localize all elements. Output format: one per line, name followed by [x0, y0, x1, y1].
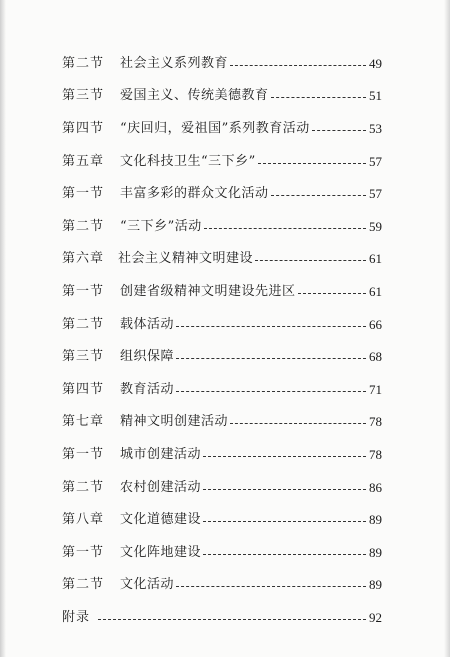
scan-shadow-right	[444, 0, 450, 657]
toc-leader-dashes	[176, 586, 366, 587]
toc-leader-dashes	[204, 228, 366, 229]
toc-entry-label: 第五章	[62, 153, 105, 169]
table-of-contents	[62, 47, 382, 634]
toc-entry-page: 51	[369, 88, 382, 104]
toc-entry-page: 59	[369, 218, 382, 234]
toc-entry-title: 社会主义系列教育	[120, 55, 229, 71]
toc-leader-dashes	[230, 65, 366, 66]
toc-entry-title: 载体活动	[120, 316, 175, 332]
toc-entry-page: 57	[369, 186, 382, 202]
toc-entry	[62, 503, 382, 536]
toc-entry-appendix	[62, 601, 382, 634]
toc-entry-page: 68	[369, 349, 382, 365]
toc-entry-page: 53	[369, 120, 382, 136]
toc-leader-dashes	[176, 358, 366, 359]
toc-entry	[62, 80, 382, 113]
toc-leader-dashes	[298, 293, 366, 294]
toc-entry	[62, 308, 382, 341]
toc-entry-page: 61	[369, 251, 382, 267]
toc-entry-title: 爱国主义、传统美德教育	[120, 88, 269, 104]
toc-entry-label: 第一节	[62, 283, 105, 299]
toc-entry	[62, 47, 382, 80]
toc-entry-title: 精神文明创建活动	[120, 414, 229, 430]
scan-shadow-left	[0, 0, 6, 657]
toc-leader-dashes	[176, 391, 366, 392]
toc-leader-dashes	[312, 130, 366, 131]
toc-leader-dashes	[98, 619, 366, 620]
toc-entry-label: 第一节	[62, 544, 105, 560]
toc-leader-dashes	[230, 423, 366, 424]
toc-entry-label: 附录	[62, 609, 91, 625]
toc-entry-label: 第二节	[62, 218, 105, 234]
toc-entry-title: 农村创建活动	[120, 479, 202, 495]
toc-entry-page: 57	[369, 153, 382, 169]
toc-entry-label: 第一节	[62, 186, 105, 202]
toc-entry-page: 86	[369, 479, 382, 495]
toc-entry	[62, 177, 382, 210]
toc-entry	[62, 210, 382, 243]
toc-entry-label: 第二节	[62, 55, 105, 71]
toc-entry	[62, 243, 382, 276]
toc-entry-title: 丰富多彩的群众文化活动	[120, 186, 269, 202]
toc-leader-dashes	[203, 489, 366, 490]
toc-entry-page: 78	[369, 446, 382, 462]
toc-entry-title: 创建省级精神文明建设先进区	[120, 283, 296, 299]
toc-entry-label: 第四节	[62, 381, 105, 397]
toc-entry-title: 文化科技卫生“三下乡”	[120, 153, 256, 169]
toc-entry-title: 文化道德建设	[120, 512, 202, 528]
toc-entry	[62, 536, 382, 569]
toc-entry-label: 第七章	[62, 414, 105, 430]
toc-entry-title: 教育活动	[120, 381, 175, 397]
toc-leader-dashes	[255, 260, 366, 261]
toc-entry-page: 92	[369, 609, 382, 625]
toc-entry-label: 第八章	[62, 512, 105, 528]
toc-leader-dashes	[203, 554, 366, 555]
toc-entry	[62, 438, 382, 471]
toc-leader-dashes	[271, 97, 366, 98]
toc-leader-dashes	[271, 195, 366, 196]
toc-entry-page: 66	[369, 316, 382, 332]
toc-entry-page: 89	[369, 544, 382, 560]
toc-entry	[62, 569, 382, 602]
toc-entry-title: 组织保障	[120, 349, 175, 365]
toc-entry-page: 89	[369, 512, 382, 528]
toc-entry	[62, 340, 382, 373]
toc-entry-label: 第二节	[62, 577, 105, 593]
toc-entry-page: 89	[369, 577, 382, 593]
toc-entry-label: 第二节	[62, 479, 105, 495]
toc-entry-page: 49	[369, 55, 382, 71]
toc-entry-title: 城市创建活动	[120, 446, 202, 462]
toc-entry-title: 社会主义精神文明建设	[118, 251, 254, 267]
toc-entry-title: 文化活动	[120, 577, 175, 593]
toc-entry-label: 第三节	[62, 349, 105, 365]
toc-entry	[62, 406, 382, 439]
toc-leader-dashes	[176, 326, 366, 327]
toc-entry	[62, 471, 382, 504]
toc-entry-label: 第三节	[62, 88, 105, 104]
toc-entry-label: 第六章	[62, 251, 105, 267]
toc-leader-dashes	[203, 456, 366, 457]
toc-entry-label: 第四节	[62, 120, 105, 136]
toc-entry-title: “庆回归，爱祖国”系列教育活动	[120, 120, 310, 136]
toc-entry-label: 第一节	[62, 446, 105, 462]
toc-entry-title: 文化阵地建设	[120, 544, 202, 560]
toc-entry	[62, 373, 382, 406]
toc-leader-dashes	[203, 521, 366, 522]
toc-entry	[62, 112, 382, 145]
toc-entry-page: 61	[369, 283, 382, 299]
toc-entry	[62, 275, 382, 308]
toc-entry-label: 第二节	[62, 316, 105, 332]
toc-entry-page: 78	[369, 414, 382, 430]
toc-leader-dashes	[258, 163, 366, 164]
toc-entry-title: “三下乡”活动	[120, 218, 202, 234]
toc-entry-page: 71	[369, 381, 382, 397]
toc-entry	[62, 145, 382, 178]
